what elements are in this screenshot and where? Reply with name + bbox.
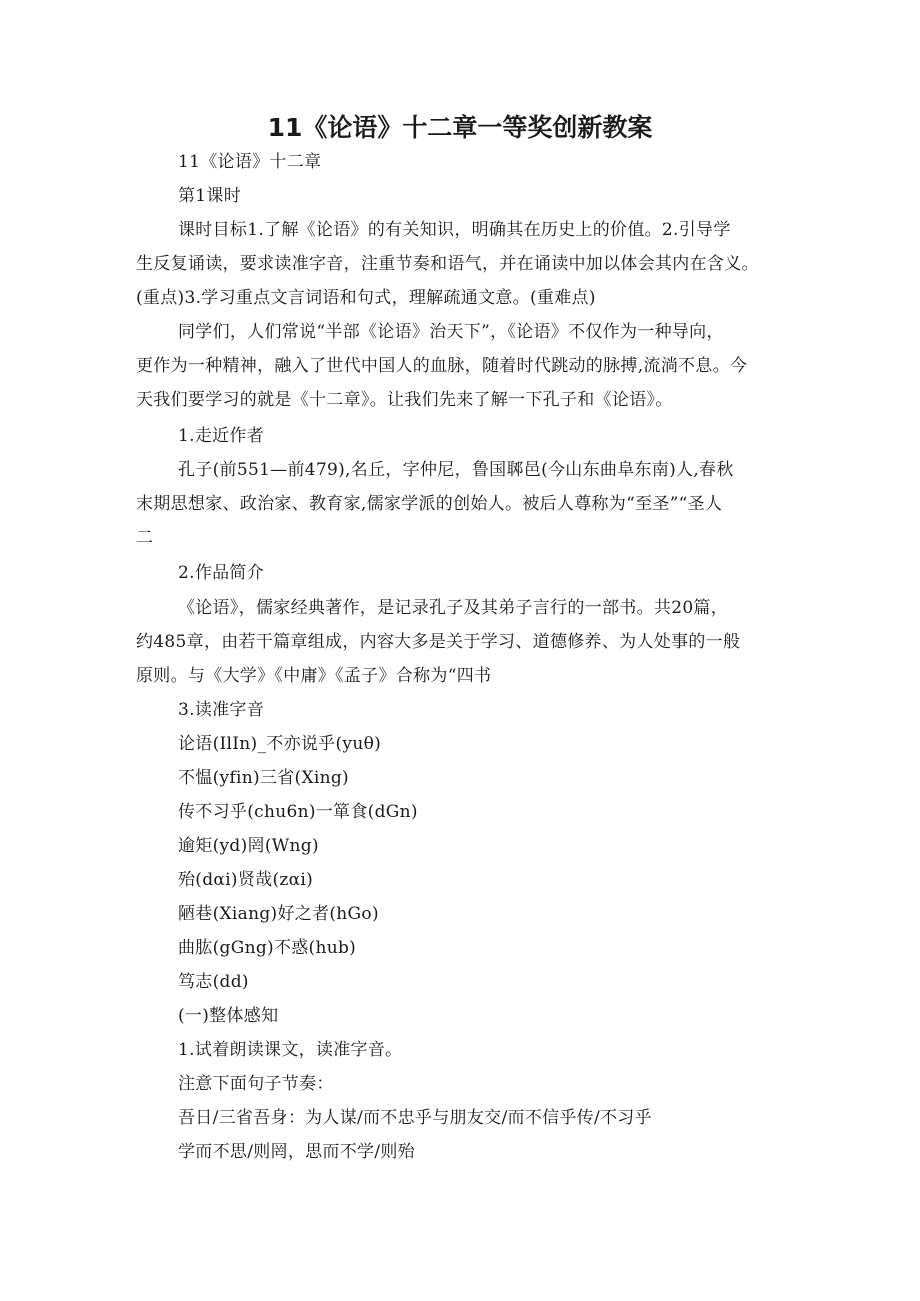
document-title: 11《论语》十二章一等奖创新教案 bbox=[267, 113, 653, 142]
text-line: 孔子(前551—前479),名丘，字仲尼，鲁国郰邑(今山东曲阜东南)人,春秋 bbox=[178, 460, 734, 480]
text-line: 《论语》，儒家经典著作，是记录孔子及其弟子言行的一部书。共20篇， bbox=[178, 598, 729, 618]
pronunciation-line: 殆(dαi)贤哉(zαi) bbox=[178, 870, 314, 890]
section-heading: 2.作品简介 bbox=[178, 563, 265, 583]
pronunciation-line: 不愠(yfin)三省(Xing) bbox=[178, 768, 349, 788]
section-heading: 1.走近作者 bbox=[178, 426, 265, 446]
pronunciation-line: 逾矩(yd)罔(Wng) bbox=[178, 836, 319, 856]
text-line: 更作为一种精神，融入了世代中国人的血脉，随着时代跳动的脉搏,流淌不息。今 bbox=[136, 356, 748, 376]
text-line: (重点)3.学习重点文言词语和句式，理解疏通文意。(重难点) bbox=[136, 288, 596, 308]
pronunciation-line: 陋巷(Xiang)好之者(hGo) bbox=[178, 904, 379, 924]
pronunciation-line: 论语(IlIn)_不亦说乎(yuθ) bbox=[178, 734, 382, 754]
text-line: 约485章，由若干篇章组成，内容大多是关于学习、道德修养、为人处事的一般 bbox=[136, 632, 741, 652]
section-heading: (一)整体感知 bbox=[178, 1006, 279, 1026]
text-line: 二 bbox=[136, 528, 154, 548]
text-line: 第1课时 bbox=[178, 186, 242, 206]
text-line: 吾日/三省吾身：为人谋/而不忠乎与朋友交/而不信乎传/不习乎 bbox=[178, 1108, 652, 1128]
section-heading: 3.读准字音 bbox=[178, 700, 265, 720]
pronunciation-line: 传不习乎(chu6n)一箪食(dGn) bbox=[178, 802, 418, 822]
text-line: 原则。与《大学》《中庸》《孟子》合称为“四书 bbox=[136, 666, 492, 686]
text-line: 注意下面句子节奏： bbox=[178, 1074, 334, 1094]
pronunciation-line: 曲肱(gGng)不惑(hub) bbox=[178, 938, 357, 958]
text-line: 天我们要学习的就是《十二章》。让我们先来了解一下孔子和《论语》。 bbox=[136, 390, 673, 410]
text-line: 11《论语》十二章 bbox=[178, 152, 322, 172]
pronunciation-line: 笃志(dd) bbox=[178, 972, 249, 992]
text-line: 学而不思/则罔，思而不学/则殆 bbox=[178, 1142, 415, 1162]
text-line: 生反复诵读，要求读准字音，注重节奏和语气，并在诵读中加以体会其内在含义。 bbox=[136, 254, 759, 274]
text-line: 同学们，人们常说“半部《论语》治天下”，《论语》不仅作为一种导向， bbox=[178, 322, 724, 342]
text-line: 课时目标1.了解《论语》的有关知识，明确其在历史上的价值。2.引导学 bbox=[178, 220, 731, 240]
text-line: 末期思想家、政治家、教育家,儒家学派的创始人。被后人尊称为“至圣”“圣人 bbox=[136, 494, 723, 514]
text-line: 1.试着朗读课文，读准字音。 bbox=[178, 1040, 403, 1060]
